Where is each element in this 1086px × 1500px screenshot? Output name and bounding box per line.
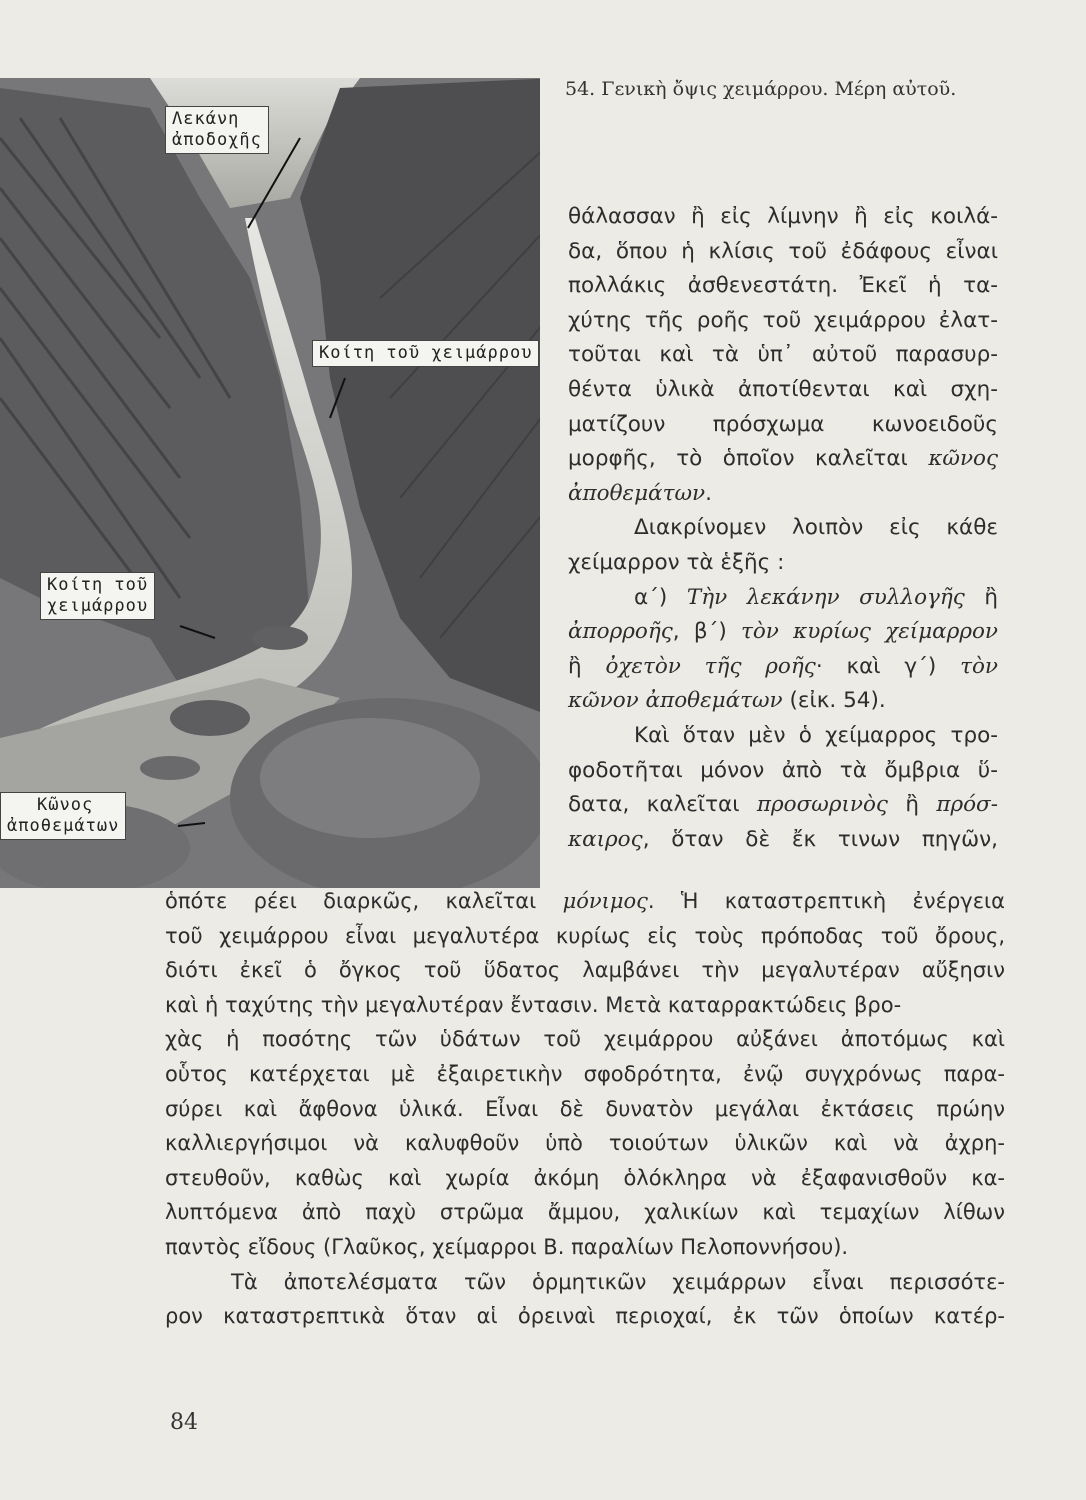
text-line xyxy=(568,581,998,616)
italic-text: ὀχετὸν τῆς ροῆς xyxy=(605,653,816,679)
text-line xyxy=(568,823,998,858)
text-segment: ἢ xyxy=(568,653,606,679)
label-cone-line2: ἀποθεμάτων xyxy=(7,816,120,836)
text-segment: · καὶ γ΄) xyxy=(815,653,961,679)
text-segment: ἢ xyxy=(887,792,937,818)
text-segment: διότι ἐκεῖ ὁ ὄγκος τοῦ ὕδατος λαμβάνει τὴν μεγαλυτέραν αὔξησιν xyxy=(165,958,1005,983)
text-line xyxy=(568,684,998,719)
text-segment: μορφῆς, τὸ ὁποῖον καλεῖται xyxy=(568,446,929,472)
text-line xyxy=(568,235,998,270)
italic-text: πρόσ- xyxy=(936,792,998,818)
page-number: 84 xyxy=(170,1410,198,1435)
text-line xyxy=(165,1161,1005,1196)
full-width-text xyxy=(165,884,1005,1334)
right-column-text xyxy=(568,200,998,857)
text-line xyxy=(568,304,998,339)
italic-text: προσωρινὸς xyxy=(756,792,888,818)
text-segment: τοῦται καὶ τὰ ὑπ᾽ αὐτοῦ παρασυρ- xyxy=(568,342,998,368)
photo-illustration xyxy=(0,78,556,888)
text-line xyxy=(568,546,998,581)
text-line xyxy=(165,1230,1005,1265)
text-segment: ἢ xyxy=(964,584,998,610)
text-segment: καὶ ἡ ταχύτης τὴν μεγαλυτέραν ἔντασιν. Μετὰ καταρρακτώδεις βρο- xyxy=(165,992,902,1017)
text-line xyxy=(568,477,998,512)
text-line xyxy=(568,373,998,408)
text-segment: θάλασσαν ἢ εἰς λίμνην ἢ εἰς κοιλά- xyxy=(568,204,998,229)
text-segment: χύτης τῆς ροῆς τοῦ χειμάρρου ἐλατ- xyxy=(568,307,998,333)
italic-text: ἀπορροῆς xyxy=(568,619,673,645)
text-line xyxy=(568,408,998,443)
text-line xyxy=(568,511,998,546)
text-line xyxy=(165,919,1005,954)
text-segment: τοῦ χειμάρρου εἶναι μεγαλυτέρα κυρίως εἰς τοὺς πρόποδας τοῦ ὄρους, xyxy=(165,923,1005,948)
text-line xyxy=(568,754,998,789)
text-segment: θέντα ὑλικὰ ἀποτίθενται καὶ σχη- xyxy=(568,376,998,402)
text-line xyxy=(568,719,998,754)
label-collection-basin xyxy=(165,106,269,154)
text-segment: Καὶ ὅταν μὲν ὁ χείμαρρος τρο- xyxy=(634,722,998,748)
text-segment: . xyxy=(705,480,712,506)
text-segment: παντὸς εἴδους (Γλαῦκος, χείμαρροι Β. παραλίων Πελοποννήσου). xyxy=(165,1234,849,1259)
text-line xyxy=(568,615,998,650)
text-line xyxy=(165,988,1005,1023)
text-line xyxy=(568,788,998,823)
text-segment: ὁπότε ρέει διαρκῶς, καλεῖται xyxy=(165,889,563,913)
text-line xyxy=(568,442,998,477)
text-line xyxy=(165,1126,1005,1161)
text-segment: καλλιεργήσιμοι νὰ καλυφθοῦν ὑπὸ τοιούτων ὑλικῶν καὶ νὰ ἀχρη- xyxy=(165,1131,1005,1156)
label-cone-line1: Κῶνος xyxy=(37,795,94,815)
label-basin-line1: Λεκάνη xyxy=(172,109,240,129)
text-segment: οὗτος κατέρχεται μὲ ἐξαιρετικὴν σφοδρότητα, ἐνῷ συγχρόνως παρα- xyxy=(165,1061,1005,1086)
text-line xyxy=(165,953,1005,988)
text-line xyxy=(568,200,998,235)
text-segment: Διακρίνομεν λοιπὸν εἰς κάθε xyxy=(634,515,998,541)
italic-text: κῶνον ἀποθεμάτων xyxy=(568,688,783,714)
text-line xyxy=(165,1299,1005,1334)
text-segment: , β΄) xyxy=(672,619,741,645)
italic-text: κῶνος xyxy=(928,446,998,472)
label-stream-bed-top xyxy=(312,340,539,367)
text-segment: α΄) xyxy=(634,584,687,610)
text-line xyxy=(165,1057,1005,1092)
text-line xyxy=(568,650,998,685)
italic-text: Τὴν λεκάνην συλλογῆς xyxy=(686,584,965,610)
text-line xyxy=(165,1195,1005,1230)
label-bed-left-line2: χειμάρρου xyxy=(47,596,149,616)
text-segment: δα, ὅπου ἡ κλίσις τοῦ ἐδάφους εἶναι xyxy=(568,238,998,264)
italic-text: καιρος xyxy=(568,826,643,852)
text-segment: ρον καταστρεπτικὰ ὅταν αἱ ὀρειναὶ περιοχαί, ἐκ τῶν ὁποίων κατέρ- xyxy=(165,1304,1005,1329)
label-bed-top-text: Κοίτη τοῦ χειμάρρου xyxy=(319,343,533,363)
text-line xyxy=(165,1092,1005,1127)
italic-text: τὸν κυρίως χείμαρρον xyxy=(740,619,998,645)
italic-text: τὸν xyxy=(960,653,998,679)
text-line xyxy=(568,269,998,304)
italic-text: ἀποθεμάτων xyxy=(568,480,706,506)
text-line xyxy=(165,1022,1005,1057)
text-segment: . Ἡ καταστρεπτικὴ ἐνέργεια xyxy=(647,889,1006,913)
text-segment: δατα, καλεῖται xyxy=(568,792,757,818)
text-segment: λυπτόμενα ἀπὸ παχὺ στρῶμα ἄμμου, χαλικίων καὶ τεμαχίων λίθων xyxy=(165,1200,1005,1225)
text-segment: χείμαρρον τὰ ἑξῆς : xyxy=(568,549,785,575)
text-segment: χὰς ἡ ποσότης τῶν ὑδάτων τοῦ χειμάρρου αὐξάνει ἀποτόμως καὶ xyxy=(165,1027,1005,1052)
text-segment: Τὰ ἀποτελέσματα τῶν ὁρμητικῶν χειμάρρων εἶναι περισσότε- xyxy=(231,1269,1005,1294)
text-segment: (εἰκ. 54). xyxy=(782,688,886,714)
text-segment: φοδοτῆται μόνον ἀπὸ τὰ ὄμβρια ὕ- xyxy=(568,757,998,783)
text-line xyxy=(165,884,1005,919)
label-bed-left-line1: Κοίτη τοῦ xyxy=(47,575,149,595)
figure-caption: 54. Γενικὴ ὄψις χειμάρρου. Μέρη αὐτοῦ. xyxy=(565,78,957,100)
text-segment: στευθοῦν, καθὼς καὶ χωρία ἀκόμη ὁλόκληρα νὰ ἐξαφανισθοῦν κα- xyxy=(165,1165,1005,1190)
text-line xyxy=(568,338,998,373)
text-segment: , ὅταν δὲ ἔκ τινων πηγῶν, xyxy=(642,826,998,852)
text-segment: ματίζουν πρόσχωμα κωνοειδοῦς xyxy=(568,411,998,437)
label-stream-bed-left xyxy=(40,572,155,620)
label-debris-cone xyxy=(0,792,126,840)
torrent-photograph xyxy=(0,78,556,888)
italic-text: μόνιμος xyxy=(562,889,648,913)
label-basin-line2: ἀποδοχῆς xyxy=(172,130,262,150)
text-segment: πολλάκις ἀσθενεστάτη. Ἐκεῖ ἡ τα- xyxy=(568,273,998,299)
text-line xyxy=(165,1265,1005,1300)
text-segment: σύρει καὶ ἄφθονα ὑλικά. Εἶναι δὲ δυνατὸν μεγάλαι ἐκτάσεις πρώην xyxy=(165,1096,1005,1121)
